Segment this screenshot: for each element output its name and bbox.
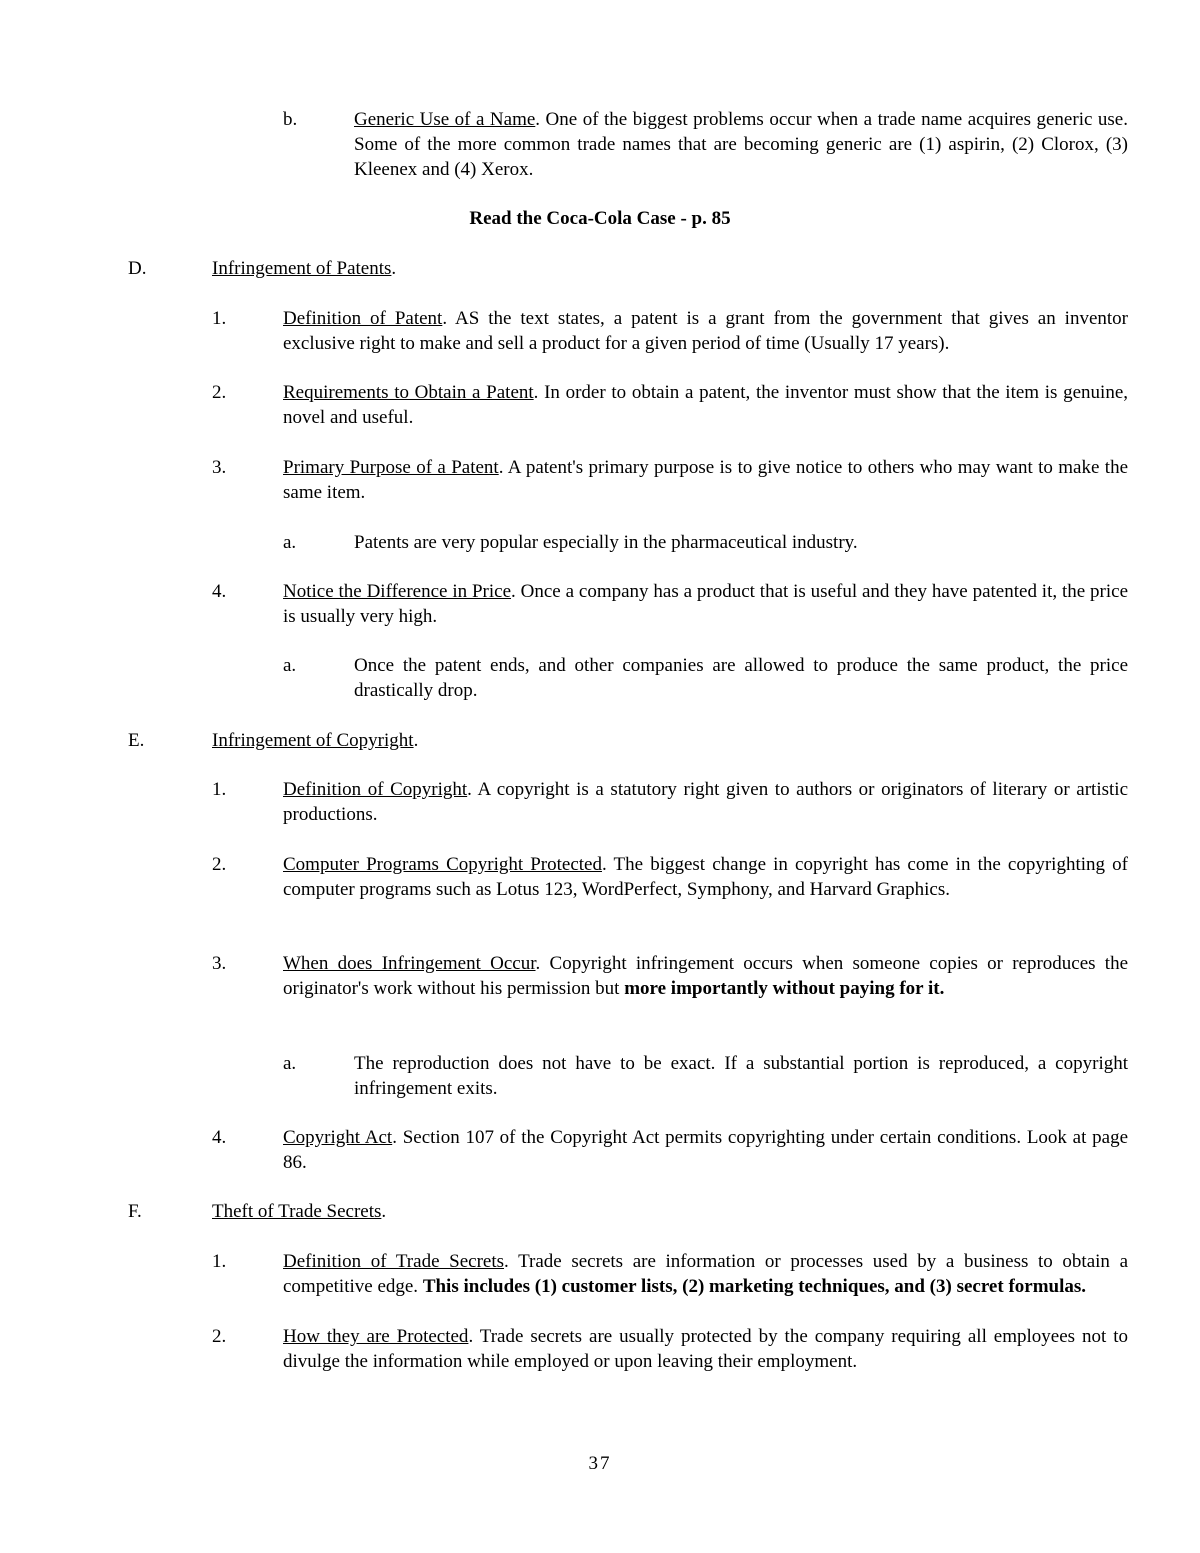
trade-secret-item-1: 1. Definition of Trade Secrets. Trade secrets are information or processes used by a business to obtain a competitive edge. This includes (1) customer lists, (2) marketing techniques, and (3) secret formulas. — [212, 1251, 1129, 1297]
section-marker: D. — [128, 258, 147, 279]
section-title: Infringement of Copyright — [212, 730, 414, 751]
item-text: Copyright infringement occurs when someone copies or reproduces the originator's work without his permission but — [283, 953, 1129, 999]
item-marker: b. — [283, 109, 298, 130]
item-marker: 4. — [212, 1127, 227, 1148]
section-heading-e: E. Infringement of Copyright. — [128, 730, 419, 751]
patent-item-4: 4. Notice the Difference in Price. Once a company has a product that is useful and they have patented it, the price is usually very high. — [212, 581, 1129, 627]
trade-secret-item-2: 2. How they are Protected. Trade secrets are usually protected by the company requiring all employees not to divulge the information while employed or upon leaving their employment. — [212, 1326, 1128, 1372]
section-marker: E. — [128, 730, 145, 751]
item-text: Once a company has a product that is useful and they have patented it, the price is usually very high. — [283, 581, 1129, 627]
section-title: Theft of Trade Secrets — [212, 1201, 382, 1222]
patent-item-1: 1. Definition of Patent. AS the text states, a patent is a grant from the government that gives an inventor exclusive right to make and sell a product for a given period of time (Usually 17 years). — [212, 308, 1128, 354]
item-marker: a. — [283, 532, 297, 553]
case-note: Read the Coca-Cola Case - p. 85 — [469, 208, 731, 229]
item-text: A patent's primary purpose is to give notice to others who may want to make the same item. — [283, 457, 1129, 503]
item-heading: When does Infringement Occur — [283, 953, 536, 974]
item-heading: Requirements to Obtain a Patent — [283, 382, 534, 403]
generic-name-item: b. Generic Use of a Name. One of the biggest problems occur when a trade name acquires generic use. Some of the more common trade names that are becoming generic are (1) aspirin, (2) Clorox, (3) Kleenex and (4) Xerox. — [283, 109, 1128, 180]
item-text: Trade secrets are usually protected by the company requiring all employees not to divulge the information while employed or upon leaving their employment. — [283, 1326, 1128, 1372]
item-marker: a. — [283, 1053, 297, 1074]
copyright-item-2: 2. Computer Programs Copyright Protected. The biggest change in copyright has come in the copyrighting of computer programs such as Lotus 123, WordPerfect, Symphony, and Harvard Graphics. — [212, 854, 1128, 900]
item-heading: Definition of Copyright — [283, 779, 468, 800]
patent-item-3: 3. Primary Purpose of a Patent. A patent's primary purpose is to give notice to others who may want to make the same item. — [212, 457, 1129, 503]
item-text: In order to obtain a patent, the inventor must show that the item is genuine, novel and useful. — [283, 382, 1128, 428]
item-heading: Primary Purpose of a Patent — [283, 457, 499, 478]
item-marker: 3. — [212, 457, 227, 478]
item-text: The biggest change in copyright has come in the copyrighting of computer programs such as Lotus 123, WordPerfect, Symphony, and Harvard Graphics. — [283, 854, 1128, 900]
item-text: The reproduction does not have to be exact. If a substantial portion is reproduced, a copyright infringement exits. — [354, 1053, 1128, 1099]
item-text: Once the patent ends, and other companies are allowed to produce the same product, the price drastically drop. — [354, 655, 1128, 701]
item-heading: Definition of Patent — [283, 308, 443, 329]
copyright-item-3: 3. When does Infringement Occur. Copyright infringement occurs when someone copies or reproduces the originator's work without his permission but more importantly without paying for it. — [212, 953, 1129, 999]
section-marker: F. — [128, 1201, 142, 1222]
item-text: Section 107 of the Copyright Act permits copyrighting under certain conditions. Look at page 86. — [283, 1127, 1129, 1173]
item-heading: Copyright Act — [283, 1127, 393, 1148]
section-title: Infringement of Patents — [212, 258, 392, 279]
copyright-item-1: 1. Definition of Copyright. A copyright is a statutory right given to authors or originators of literary or artistic productions. — [212, 779, 1128, 825]
section-heading-d: D. Infringement of Patents. — [128, 258, 397, 279]
patent-item-3-sub — [283, 530, 1128, 555]
item-text: Trade secrets are information or processes used by a business to obtain a competitive edge. — [283, 1251, 1129, 1297]
item-emphasis: This includes (1) customer lists, (2) marketing techniques, and (3) secret formulas. — [422, 1276, 1087, 1297]
item-heading: How they are Protected — [283, 1326, 469, 1347]
patent-item-4-sub — [283, 653, 1128, 703]
item-heading: Notice the Difference in Price — [283, 581, 512, 602]
item-marker: 2. — [212, 854, 227, 875]
item-marker: 4. — [212, 581, 227, 602]
copyright-item-4: 4. Copyright Act. Section 107 of the Copyright Act permits copyrighting under certain conditions. Look at page 86. — [212, 1127, 1129, 1173]
item-emphasis: more importantly without paying for it. — [624, 978, 945, 999]
item-heading: Computer Programs Copyright Protected — [283, 854, 602, 875]
section-heading-f: F. Theft of Trade Secrets. — [128, 1201, 387, 1222]
item-text: One of the biggest problems occur when a trade name acquires generic use. Some of the more common trade names that are becoming generic are (1) aspirin, (2) Clorox, (3) Kleenex and (4) Xerox. — [354, 109, 1128, 180]
item-marker: 1. — [212, 1251, 227, 1272]
item-text: Patents are very popular especially in the pharmaceutical industry. — [354, 532, 858, 553]
item-text: AS the text states, a patent is a grant from the government that gives an inventor exclusive right to make and sell a product for a given period of time (Usually 17 years). — [283, 308, 1128, 354]
item-marker: a. — [283, 655, 297, 676]
item-marker: 3. — [212, 953, 227, 974]
item-heading: Generic Use of a Name — [354, 109, 536, 130]
copyright-item-3-sub — [283, 1051, 1128, 1101]
page-number: 37 — [588, 1453, 612, 1474]
item-marker: 2. — [212, 382, 227, 403]
item-marker: 2. — [212, 1326, 227, 1347]
patent-item-2: 2. Requirements to Obtain a Patent. In order to obtain a patent, the inventor must show that the item is genuine, novel and useful. — [212, 382, 1128, 428]
item-text: A copyright is a statutory right given to authors or originators of literary or artistic productions. — [283, 779, 1128, 825]
item-marker: 1. — [212, 779, 227, 800]
item-marker: 1. — [212, 308, 227, 329]
item-heading: Definition of Trade Secrets — [283, 1251, 505, 1272]
